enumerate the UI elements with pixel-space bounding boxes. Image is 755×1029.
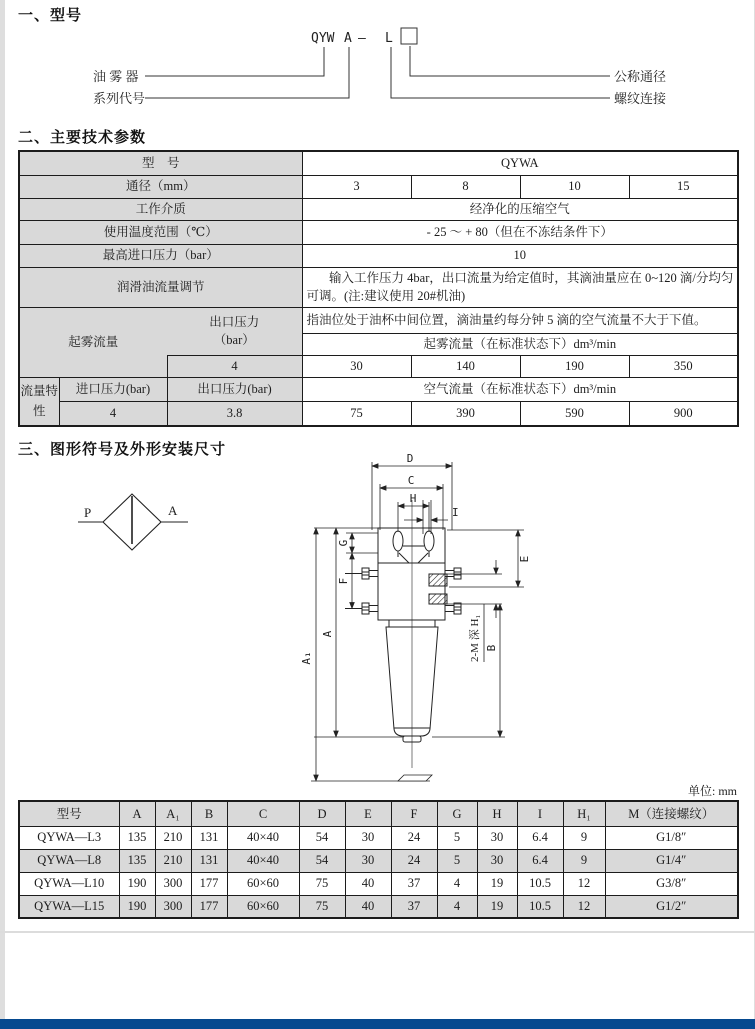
dim-cell: 177 xyxy=(191,872,227,895)
dim-cell: 24 xyxy=(391,826,437,849)
fog-outlet-label-line2: （bar） xyxy=(213,333,255,347)
dim-table-row xyxy=(19,849,738,872)
dim-cell: 40×40 xyxy=(227,849,299,872)
param-label-model: 型 号 xyxy=(19,151,302,175)
param-bore-value: 15 xyxy=(629,175,738,198)
dim-cell: 10.5 xyxy=(517,895,563,918)
dim-cell: 10.5 xyxy=(517,872,563,895)
air-flow-value: 75 xyxy=(302,401,411,426)
dim-cell-model: QYWA—L10 xyxy=(19,872,119,895)
dim-cell: 135 xyxy=(119,849,155,872)
oil-flow-note-line1: 输入工作压力 4bar，出口流量为给定值时，其滴油量应在 0~120 滴/分均匀 xyxy=(329,270,734,285)
dim-table-header-row xyxy=(19,801,738,826)
dim-cell: 190 xyxy=(119,895,155,918)
leader-line-mister xyxy=(145,47,324,76)
param-label-fog-outlet-pressure xyxy=(167,307,302,355)
dim-header-cell: H₁ xyxy=(563,801,605,826)
flow-outlet-pressure-value: 3.8 xyxy=(167,401,302,426)
param-value-model: QYWA xyxy=(302,151,738,175)
dim-header-cell: F xyxy=(391,801,437,826)
dim-cell-model: QYWA—L15 xyxy=(19,895,119,918)
dim-cell: 40 xyxy=(345,895,391,918)
fog-outlet-label-line1: 出口压力 xyxy=(209,314,260,329)
dim-cell: 30 xyxy=(477,826,517,849)
dim-cell-model: QYWA—L3 xyxy=(19,826,119,849)
dim-label-f: F xyxy=(337,577,350,585)
param-label-bore: 通径（mm） xyxy=(19,175,302,198)
dim-label-i: I xyxy=(452,506,459,519)
section3-title: 三、图形符号及外形安装尺寸 xyxy=(18,441,227,458)
thread-depth-note: 2-M 深 H₁ xyxy=(469,614,481,662)
model-code-series: A xyxy=(344,31,352,46)
param-value-oil-flow xyxy=(302,267,738,307)
param-label-max-pressure: 最高进口压力（bar） xyxy=(19,244,302,267)
flow-inlet-pressure-value: 4 xyxy=(59,401,167,426)
dim-cell: 60×60 xyxy=(227,895,299,918)
dim-cell: 37 xyxy=(391,895,437,918)
symbol-port-p: P xyxy=(84,505,92,520)
section2-title: 二、主要技术参数 xyxy=(18,129,147,146)
flow-outlet-pressure-label: 出口压力(bar) xyxy=(167,377,302,401)
flow-inlet-pressure-label: 进口压力(bar) xyxy=(59,377,167,401)
dim-cell: 190 xyxy=(119,872,155,895)
dim-cell: 30 xyxy=(345,826,391,849)
dim-cell: 177 xyxy=(191,895,227,918)
dim-cell: 131 xyxy=(191,826,227,849)
dim-header-cell: I xyxy=(517,801,563,826)
lubricator-symbol xyxy=(78,494,188,550)
unit-note: 单位: mm xyxy=(687,784,737,798)
dim-label-a: A xyxy=(321,630,334,638)
dim-cell: 131 xyxy=(191,849,227,872)
dim-header-cell: C xyxy=(227,801,299,826)
dim-header-cell: G xyxy=(437,801,477,826)
blank-code-box xyxy=(401,28,417,44)
leader-line-thread xyxy=(391,47,610,98)
footer-separator-line xyxy=(0,931,755,933)
dim-cell: 54 xyxy=(299,826,345,849)
dim-cell: 4 xyxy=(437,895,477,918)
dim-cell: 19 xyxy=(477,895,517,918)
dimension-lines xyxy=(311,462,524,781)
oil-flow-note-line2: 可调。(注:建议使用 20#机油) xyxy=(306,289,466,303)
fog-outlet-pressure-value: 4 xyxy=(167,355,302,377)
dim-cell: 5 xyxy=(437,826,477,849)
dim-cell: 300 xyxy=(155,872,191,895)
dim-cell: 30 xyxy=(477,849,517,872)
dim-cell: 12 xyxy=(563,895,605,918)
dim-cell: 300 xyxy=(155,895,191,918)
dim-cell: 135 xyxy=(119,826,155,849)
dim-table-row xyxy=(19,895,738,918)
dim-header-cell: B xyxy=(191,801,227,826)
model-code-dash: — xyxy=(358,31,366,46)
symbol-port-a: A xyxy=(168,503,178,518)
fog-flow-value: 350 xyxy=(629,355,738,377)
dim-label-a1: A₁ xyxy=(300,651,313,665)
dim-cell: 9 xyxy=(563,826,605,849)
dim-cell: G3/8″ xyxy=(605,872,738,895)
fog-flow-value: 140 xyxy=(411,355,520,377)
model-code-connection: L xyxy=(385,31,393,46)
air-flow-value: 590 xyxy=(520,401,629,426)
dim-header-cell: D xyxy=(299,801,345,826)
dim-cell: 9 xyxy=(563,849,605,872)
param-label-fog-flow: 起雾流量 xyxy=(19,307,167,377)
dim-cell: 12 xyxy=(563,872,605,895)
model-code-prefix: QYW xyxy=(311,31,335,46)
dim-cell: 75 xyxy=(299,895,345,918)
dim-header-cell: A₁ xyxy=(155,801,191,826)
model-code-diagram xyxy=(0,0,755,130)
param-bore-value: 10 xyxy=(520,175,629,198)
param-label-flow-characteristic: 流量特性 xyxy=(19,377,59,426)
fog-flow-note: 指油位处于油杯中间位置，滴油量约每分钟 5 滴的空气流量不大于下值。 xyxy=(302,307,738,333)
technical-parameters-table xyxy=(18,150,739,427)
dim-label-d: D xyxy=(406,452,414,465)
dim-cell: 19 xyxy=(477,872,517,895)
lubricator-body xyxy=(345,528,461,742)
dim-cell: G1/8″ xyxy=(605,826,738,849)
dim-cell: 6.4 xyxy=(517,826,563,849)
dim-table-row xyxy=(19,872,738,895)
dim-cell: 5 xyxy=(437,849,477,872)
dim-cell: G1/4″ xyxy=(605,849,738,872)
param-value-temperature: - 25 ～ + 80（但在不冻结条件下） xyxy=(302,220,738,244)
dim-cell: 6.4 xyxy=(517,849,563,872)
page-left-border xyxy=(0,0,5,1029)
param-label-temperature: 使用温度范围（℃） xyxy=(19,220,302,244)
dim-cell-model: QYWA—L8 xyxy=(19,849,119,872)
fog-flow-header: 起雾流量（在标准状态下）dm³/min xyxy=(302,333,738,355)
dimensions-table xyxy=(18,800,739,919)
dim-cell: 40×40 xyxy=(227,826,299,849)
dim-cell: 210 xyxy=(155,849,191,872)
param-bore-value: 3 xyxy=(302,175,411,198)
footer-accent-bar xyxy=(0,1019,755,1029)
label-nominal-diameter: 公称通径 xyxy=(614,69,667,84)
fog-flow-value: 190 xyxy=(520,355,629,377)
dim-label-h: H xyxy=(409,492,417,505)
param-label-medium: 工作介质 xyxy=(19,198,302,220)
dim-cell: G1/2″ xyxy=(605,895,738,918)
fog-flow-value: 30 xyxy=(302,355,411,377)
dim-cell: 75 xyxy=(299,872,345,895)
air-flow-value: 390 xyxy=(411,401,520,426)
dim-header-cell: M（连接螺纹） xyxy=(605,801,738,826)
threaded-ports xyxy=(429,574,447,604)
leader-line-diameter xyxy=(410,46,610,76)
dim-cell: 54 xyxy=(299,849,345,872)
dim-label-g: G xyxy=(337,539,350,547)
dim-cell: 60×60 xyxy=(227,872,299,895)
leader-line-series xyxy=(145,47,349,98)
param-value-medium: 经净化的压缩空气 xyxy=(302,198,738,220)
dim-cell: 210 xyxy=(155,826,191,849)
dim-cell: 37 xyxy=(391,872,437,895)
param-label-oil-flow: 润滑油流量调节 xyxy=(19,267,302,307)
section1-title: 一、型号 xyxy=(18,7,83,24)
dim-header-cell: 型号 xyxy=(19,801,119,826)
dim-cell: 24 xyxy=(391,849,437,872)
air-flow-header: 空气流量（在标准状态下）dm³/min xyxy=(302,377,738,401)
dim-header-cell: A xyxy=(119,801,155,826)
dim-label-e: E xyxy=(518,555,531,563)
dim-header-cell: H xyxy=(477,801,517,826)
outline-drawing xyxy=(0,445,755,800)
dim-cell: 4 xyxy=(437,872,477,895)
label-thread-connection: 螺纹连接 xyxy=(614,91,667,106)
param-bore-value: 8 xyxy=(411,175,520,198)
dim-table-row xyxy=(19,826,738,849)
label-oil-mister: 油 雾 器 xyxy=(93,69,139,84)
dim-label-b: B xyxy=(485,644,498,652)
dim-cell: 30 xyxy=(345,849,391,872)
param-value-max-pressure: 10 xyxy=(302,244,738,267)
label-series-code: 系列代号 xyxy=(93,91,146,106)
air-flow-value: 900 xyxy=(629,401,738,426)
dim-label-c: C xyxy=(407,474,415,487)
dim-header-cell: E xyxy=(345,801,391,826)
dim-cell: 40 xyxy=(345,872,391,895)
